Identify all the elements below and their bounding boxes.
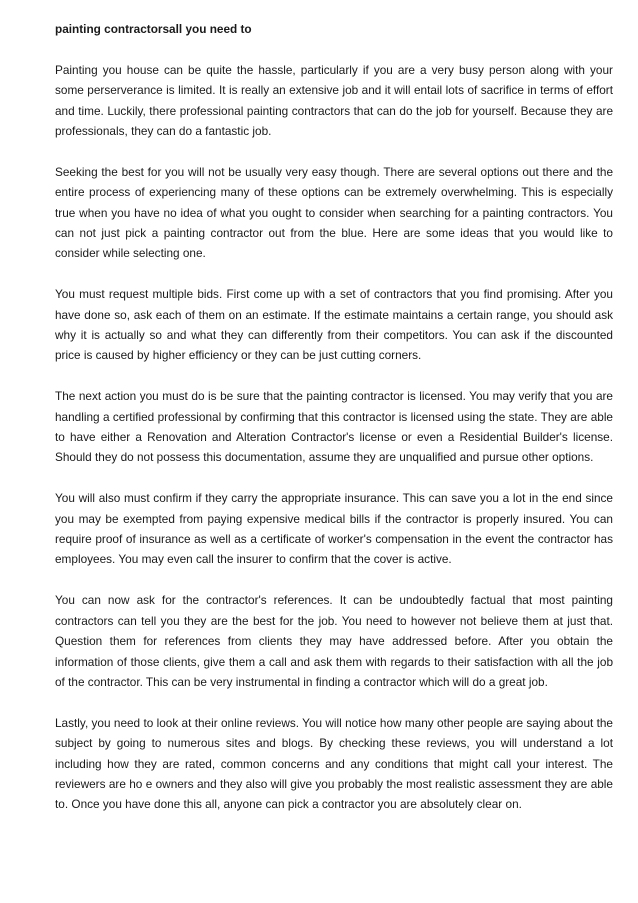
paragraph-intro: Painting you house can be quite the hassle, particularly if you are a very busy person along with your some perserverance is limited. It is really an extensive job and it will entail lots of sacrifice in terms of effort and time. Luckily, there professional painting contractors that can do the job for yourself. Because they are professionals, they can do a fantastic job.	[55, 62, 613, 139]
paragraph-insurance: You will also must confirm if they carry the appropriate insurance. This can save you a lot in the end since you may be exempted from paying expensive medical bills if the contractor is properly insured. You can require proof of insurance as well as a certificate of worker's compensation in the event the contractor has employees. You may even call the insurer to confirm that the cover is active.	[55, 491, 613, 567]
paragraph-references: You can now ask for the contractor's references. It can be undoubtedly factual that most painting contractors can tell you they are the best for the job. You need to however not believe them at just that. Question them for references from clients they may have addressed before. After you obtain the information of those clients, give them a call and ask them with regards to their satisfaction with all the job of the contractor. This can be very instrumental in finding a contractor which will do a great job.	[55, 593, 613, 689]
document-title: painting contractorsall you need to	[55, 22, 252, 36]
paragraph-multiple-bids: You must request multiple bids. First come up with a set of contractors that you find promising. After you have done so, ask each of them on an estimate. If the estimate maintains a certain range, you should ask why it is actually so and what they can differently from their competitors. You can ask if the discounted price is caused by higher efficiency or they can be just cutting corners.	[55, 287, 613, 363]
paragraph-seeking-best: Seeking the best for you will not be usually very easy though. There are several options out there and the entire process of experiencing many of these options can be extremely overwhelming. This is especially true when you have no idea of what you ought to consider when searching for a painting contractors. You can not just pick a painting contractor out from the blue. Here are some ideas that you would like to consider while selecting one.	[55, 164, 613, 261]
document-page	[55, 19, 613, 835]
paragraph-online-reviews: Lastly, you need to look at their online reviews. You will notice how many other people are saying about the subject by going to numerous sites and blogs. By checking these reviews, you will understand a lot including how they are rated, common concerns and any conditions that might call your interest. The reviewers are ho e owners and they also will give you probably the most realistic assessment they are able to. Once you have done this all, anyone can pick a contractor you are absolutely clear on.	[55, 715, 613, 812]
paragraph-license: The next action you must do is be sure that the painting contractor is licensed. You may verify that you are handling a certified professional by confirming that this contractor is licensed using the state. They are able to have either a Renovation and Alteration Contractor's license or even a Residential Builder's license. Should they do not possess this documentation, assume they are unqualified and pursue other options.	[55, 389, 613, 465]
